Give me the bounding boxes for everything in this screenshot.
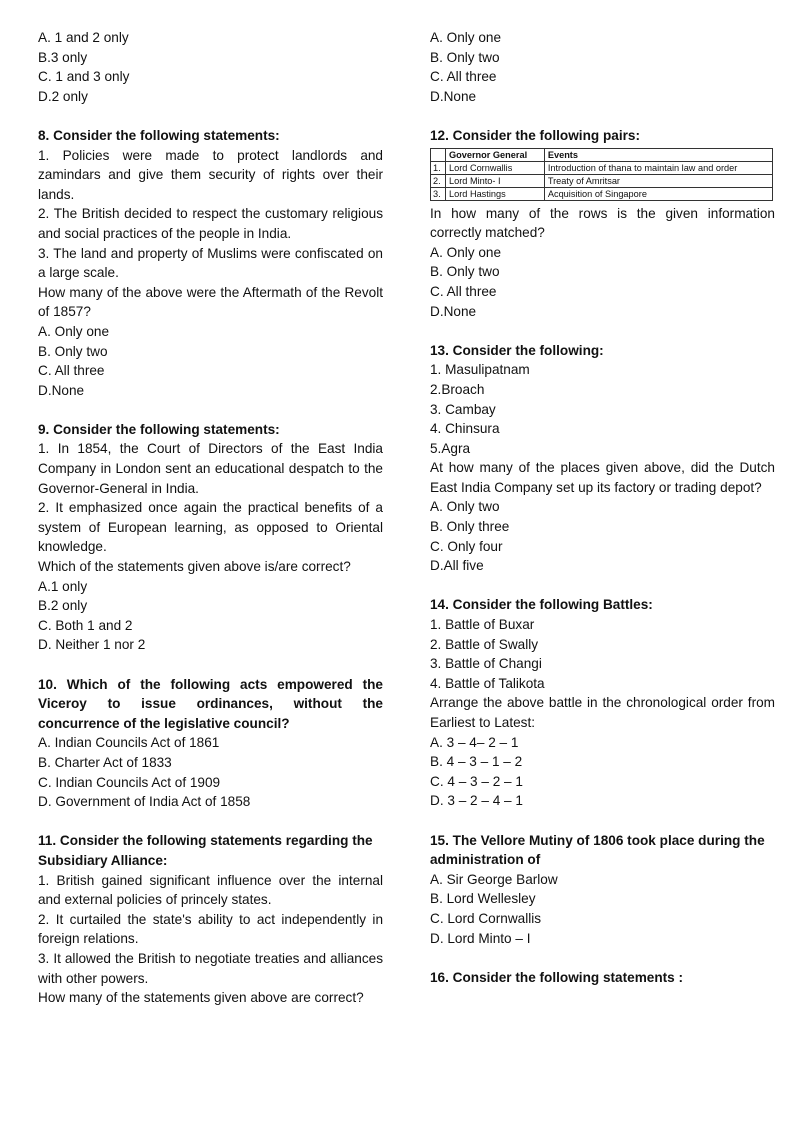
option: C. 1 and 3 only xyxy=(38,69,130,85)
list-item: 1. Battle of Buxar xyxy=(430,617,535,633)
table-cell: Lord Minto- I xyxy=(446,174,545,187)
question-prompt: In how many of the rows is the given information correctly matched? xyxy=(430,205,775,241)
question-13-title: 13. Consider the following: xyxy=(430,342,604,358)
list-item: 2.Broach xyxy=(430,381,485,397)
option: D. Lord Minto – I xyxy=(430,930,531,946)
option: A. Sir George Barlow xyxy=(430,871,558,887)
option: D.2 only xyxy=(38,88,88,104)
table-row xyxy=(431,161,773,174)
option: C. Lord Cornwallis xyxy=(430,910,542,926)
option: B.3 only xyxy=(38,49,88,65)
option: A. 3 – 4– 2 – 1 xyxy=(430,734,519,750)
list-item: 3. Cambay xyxy=(430,401,496,417)
question-prompt: Which of the statements given above is/are correct? xyxy=(38,559,351,575)
option: B. Only two xyxy=(430,264,500,280)
statement: 3. The land and property of Muslims were confiscated on a large scale. xyxy=(38,245,383,281)
question-16-title: 16. Consider the following statements : xyxy=(430,969,684,985)
question-12-title: 12. Consider the following pairs: xyxy=(430,127,640,143)
left-column xyxy=(38,28,383,1008)
option: B. Only two xyxy=(38,343,108,359)
option: B. Lord Wellesley xyxy=(430,891,536,907)
option: B. 4 – 3 – 1 – 2 xyxy=(430,754,523,770)
option: D. Government of India Act of 1858 xyxy=(38,794,251,810)
option: C. Indian Councils Act of 1909 xyxy=(38,774,221,790)
option: C. All three xyxy=(38,363,105,379)
list-item: 4. Chinsura xyxy=(430,421,500,437)
statement: 2. The British decided to respect the customary religious and social practices of the people in India. xyxy=(38,206,383,241)
table-cell: 3. xyxy=(431,187,446,200)
table-cell: 1. xyxy=(431,161,446,174)
pairs-table xyxy=(430,148,773,201)
option: D.None xyxy=(430,303,477,319)
option: D. 3 – 2 – 4 – 1 xyxy=(430,793,523,809)
table-header-cell xyxy=(431,148,446,161)
question-14-title: 14. Consider the following Battles: xyxy=(430,597,653,613)
table-cell: Treaty of Amritsar xyxy=(544,174,772,187)
option: A. 1 and 2 only xyxy=(38,30,129,45)
statement: 1. In 1854, the Court of Directors of the East India Company in London sent an educational despatch to the Governor-General in India. xyxy=(38,441,383,496)
option: C. Both 1 and 2 xyxy=(38,617,133,633)
option: C. All three xyxy=(430,69,497,85)
table-header-row xyxy=(431,148,773,161)
option: C. All three xyxy=(430,283,497,299)
option: D.None xyxy=(38,382,85,398)
list-item: 3. Battle of Changi xyxy=(430,656,542,672)
option: A. Only one xyxy=(38,323,110,339)
option: A. Only one xyxy=(430,30,502,45)
table-row xyxy=(431,174,773,187)
table-cell: 2. xyxy=(431,174,446,187)
option: C. Only four xyxy=(430,538,503,554)
table-cell: Lord Cornwallis xyxy=(446,161,545,174)
question-prompt: How many of the above were the Aftermath of the Revolt of 1857? xyxy=(38,284,383,320)
table-cell: Acquisition of Singapore xyxy=(544,187,772,200)
statement: 1. Policies were made to protect landlords and zamindars and give them security of rights over their lands. xyxy=(38,147,383,202)
question-prompt: At how many of the places given above, did the Dutch East India Company set up its factory or trading depot? xyxy=(430,460,775,495)
option: D. Neither 1 nor 2 xyxy=(38,637,146,653)
statement: 3. It allowed the British to negotiate treaties and alliances with other powers. xyxy=(38,950,383,986)
question-8-title: 8. Consider the following statements: xyxy=(38,127,280,143)
list-item: 2. Battle of Swally xyxy=(430,636,539,652)
option: B. Charter Act of 1833 xyxy=(38,754,172,770)
statement: 1. British gained significant influence over the internal and external policies of princely states. xyxy=(38,872,383,908)
statement: 2. It emphasized once again the practical benefits of a system of European learning, as opposed to Oriental knowledge. xyxy=(38,500,383,555)
table-header-cell: Governor General xyxy=(446,148,545,161)
right-column xyxy=(430,28,775,987)
option: C. 4 – 3 – 2 – 1 xyxy=(430,773,523,789)
option: D.All five xyxy=(430,558,484,574)
question-10-title: 10. Which of the following acts empowered the Viceroy to issue ordinances, without the concurrence of the legislative council? xyxy=(38,676,383,731)
option: B.2 only xyxy=(38,598,88,614)
list-item: 5.Agra xyxy=(430,440,471,456)
table-cell: Introduction of thana to maintain law and order xyxy=(544,161,772,174)
option: A. Only one xyxy=(430,244,502,260)
option: B. Only three xyxy=(430,519,510,535)
statement: 2. It curtailed the state's ability to act independently in foreign relations. xyxy=(38,911,383,947)
table-header-cell: Events xyxy=(544,148,772,161)
list-item: 4. Battle of Talikota xyxy=(430,675,545,691)
option: A. Only two xyxy=(430,499,500,515)
question-prompt: How many of the statements given above are correct? xyxy=(38,990,364,1006)
option: D.None xyxy=(430,88,477,104)
option: B. Only two xyxy=(430,49,500,65)
question-9-title: 9. Consider the following statements: xyxy=(38,421,280,437)
question-15-title: 15. The Vellore Mutiny of 1806 took place during the administration of xyxy=(430,832,765,868)
list-item: 1. Masulipatnam xyxy=(430,362,530,378)
option: A. Indian Councils Act of 1861 xyxy=(38,735,220,751)
table-cell: Lord Hastings xyxy=(446,187,545,200)
question-prompt: Arrange the above battle in the chronological order from Earliest to Latest: xyxy=(430,695,775,730)
table-row xyxy=(431,187,773,200)
question-11-title: 11. Consider the following statements regarding the Subsidiary Alliance: xyxy=(38,833,373,868)
option: A.1 only xyxy=(38,578,88,594)
